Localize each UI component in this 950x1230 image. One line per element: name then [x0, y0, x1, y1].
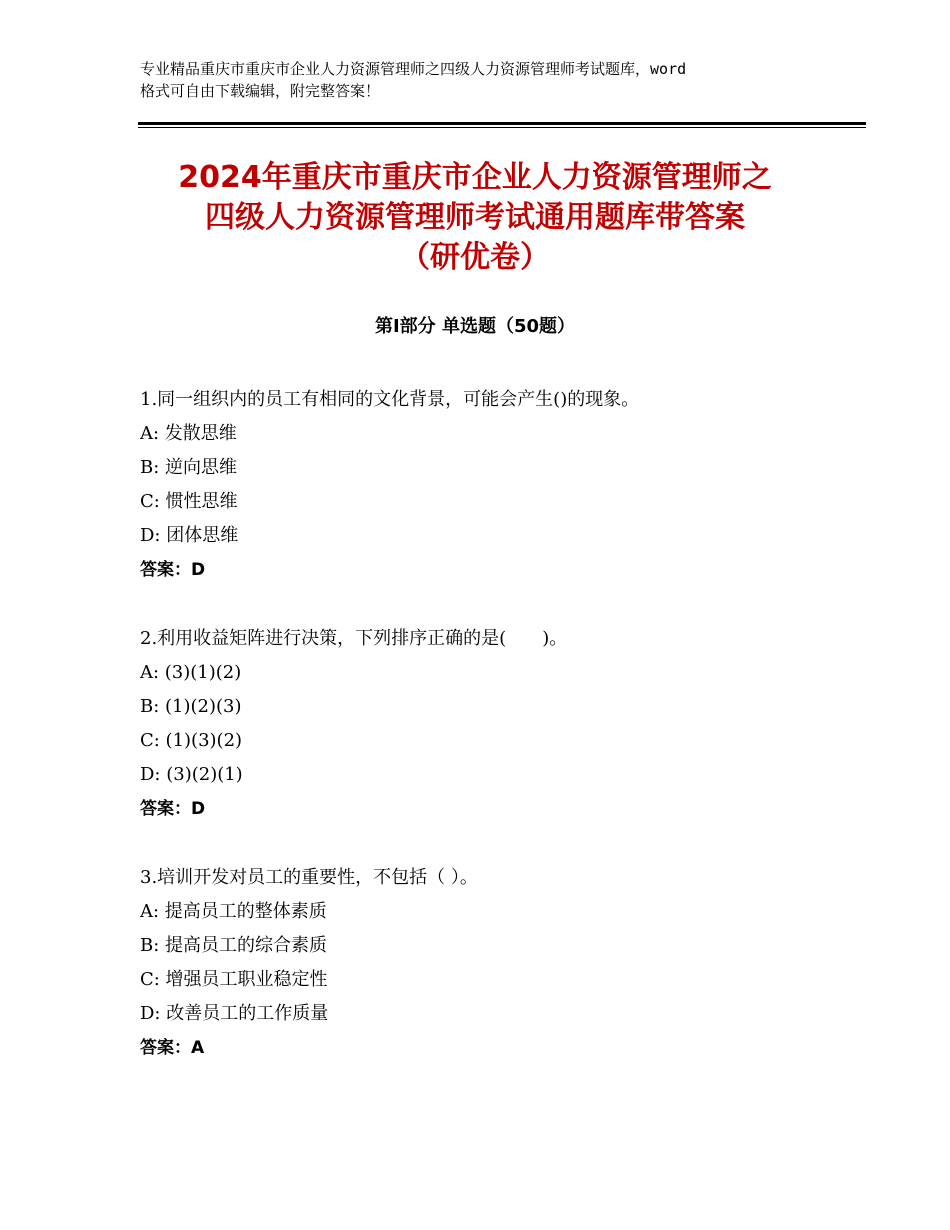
question-2	[140, 622, 860, 826]
option-a: A: 提高员工的整体素质	[140, 901, 327, 922]
option-a: A: 发散思维	[140, 423, 237, 444]
question-3	[140, 861, 860, 1065]
header-divider-thin	[138, 127, 866, 128]
question-stem: 1.同一组织内的员工有相同的文化背景，可能会产生()的现象。	[140, 389, 640, 410]
header-note-line-2: 格式可自由下载编辑，附完整答案！	[140, 82, 381, 100]
question-stem: 3.培训开发对员工的重要性，不包括（ ）。	[140, 867, 478, 888]
header-divider-thick	[138, 122, 866, 125]
option-d: D: (3)(2)(1)	[140, 764, 243, 785]
question-1	[140, 383, 860, 587]
document-title-line-3: （研优卷）	[400, 240, 550, 275]
document-title-line-1: 2024年重庆市重庆市企业人力资源管理师之	[178, 160, 772, 195]
option-c: C: (1)(3)(2)	[140, 730, 243, 751]
document-title	[100, 158, 850, 278]
header-note-line-1: 专业精品重庆市重庆市企业人力资源管理师之四级人力资源管理师考试题库，word	[140, 60, 687, 78]
question-stem: 2.利用收益矩阵进行决策，下列排序正确的是( )。	[140, 628, 568, 649]
answer: 答案：A	[140, 1038, 205, 1058]
answer: 答案：D	[140, 799, 206, 819]
option-b: B: 逆向思维	[140, 457, 238, 478]
document-title-line-2: 四级人力资源管理师考试通用题库带答案	[205, 200, 745, 235]
option-a: A: (3)(1)(2)	[140, 662, 242, 683]
option-d: D: 团体思维	[140, 525, 239, 546]
question-list	[140, 383, 860, 1100]
option-b: B: (1)(2)(3)	[140, 696, 242, 717]
answer: 答案：D	[140, 560, 206, 580]
section-title: 第Ⅰ部分 单选题（50题）	[374, 316, 575, 337]
option-c: C: 惯性思维	[140, 491, 238, 512]
header-note	[140, 58, 820, 102]
option-b: B: 提高员工的综合素质	[140, 935, 328, 956]
option-c: C: 增强员工职业稳定性	[140, 969, 328, 990]
option-d: D: 改善员工的工作质量	[140, 1003, 329, 1024]
